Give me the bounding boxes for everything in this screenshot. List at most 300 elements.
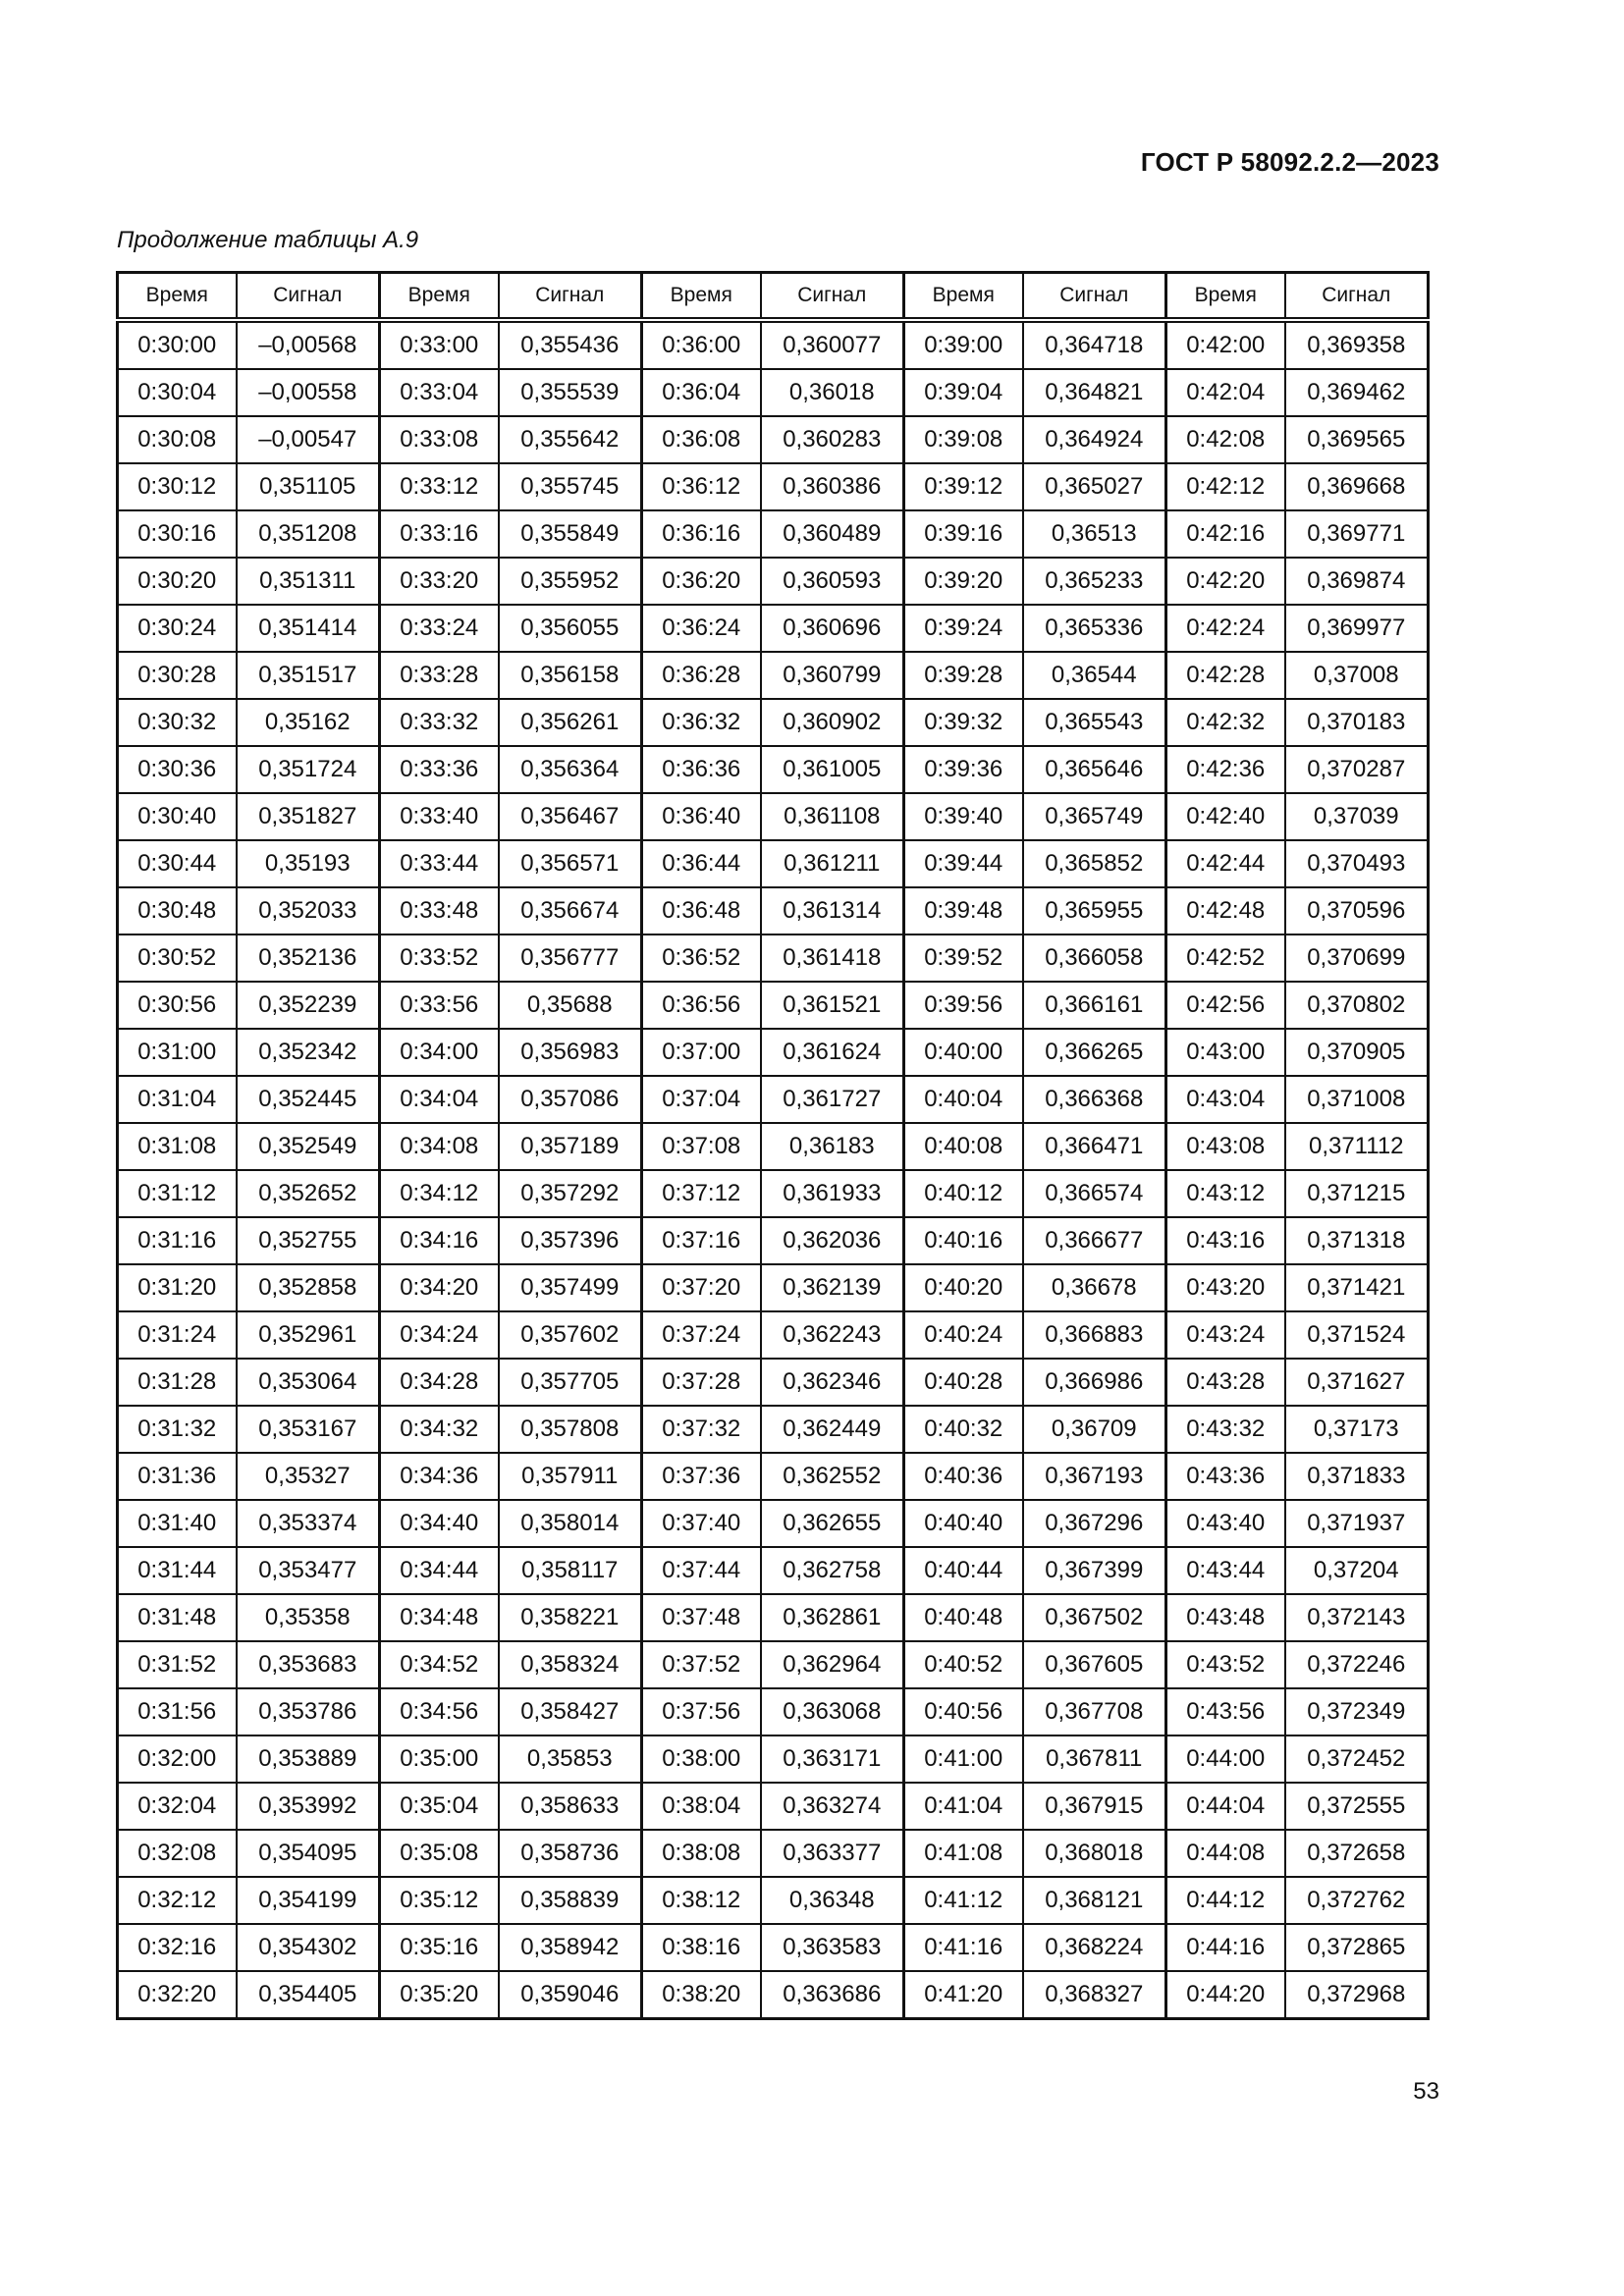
signal-cell: 0,362964 <box>761 1641 904 1688</box>
signal-cell: 0,369565 <box>1285 416 1429 463</box>
time-cell: 0:37:24 <box>642 1311 761 1359</box>
table-row <box>118 652 1429 699</box>
table-header-row <box>118 273 1429 321</box>
time-cell: 0:33:36 <box>380 746 499 793</box>
signal-cell: 0,352652 <box>237 1170 380 1217</box>
time-cell: 0:37:04 <box>642 1076 761 1123</box>
time-cell: 0:34:08 <box>380 1123 499 1170</box>
time-cell: 0:43:52 <box>1166 1641 1285 1688</box>
signal-cell: 0,36348 <box>761 1877 904 1924</box>
time-cell: 0:32:00 <box>118 1735 237 1783</box>
signal-cell: 0,366677 <box>1023 1217 1166 1264</box>
signal-cell: –0,00547 <box>237 416 380 463</box>
signal-cell: 0,362243 <box>761 1311 904 1359</box>
time-cell: 0:42:08 <box>1166 416 1285 463</box>
time-cell: 0:31:32 <box>118 1406 237 1453</box>
time-cell: 0:44:16 <box>1166 1924 1285 1971</box>
time-cell: 0:33:56 <box>380 982 499 1029</box>
signal-cell: 0,356674 <box>499 887 642 934</box>
signal-cell: 0,36183 <box>761 1123 904 1170</box>
signal-cell: 0,356364 <box>499 746 642 793</box>
time-cell: 0:31:36 <box>118 1453 237 1500</box>
table-row <box>118 1924 1429 1971</box>
time-cell: 0:42:52 <box>1166 934 1285 982</box>
signal-cell: 0,362655 <box>761 1500 904 1547</box>
time-cell: 0:40:20 <box>904 1264 1023 1311</box>
time-cell: 0:39:00 <box>904 320 1023 369</box>
signal-cell: 0,355539 <box>499 369 642 416</box>
signal-cell: 0,365955 <box>1023 887 1166 934</box>
time-cell: 0:39:16 <box>904 510 1023 558</box>
time-cell: 0:43:36 <box>1166 1453 1285 1500</box>
time-cell: 0:40:28 <box>904 1359 1023 1406</box>
signal-cell: 0,354405 <box>237 1971 380 2019</box>
time-cell: 0:40:16 <box>904 1217 1023 1264</box>
time-cell: 0:33:28 <box>380 652 499 699</box>
signal-cell: –0,00558 <box>237 369 380 416</box>
time-cell: 0:34:20 <box>380 1264 499 1311</box>
table-row <box>118 887 1429 934</box>
time-cell: 0:41:08 <box>904 1830 1023 1877</box>
signal-cell: 0,357189 <box>499 1123 642 1170</box>
time-cell: 0:38:16 <box>642 1924 761 1971</box>
time-cell: 0:44:12 <box>1166 1877 1285 1924</box>
signal-cell: 0,371833 <box>1285 1453 1429 1500</box>
signal-cell: 0,36544 <box>1023 652 1166 699</box>
signal-cell: 0,364718 <box>1023 320 1166 369</box>
signal-cell: 0,371524 <box>1285 1311 1429 1359</box>
signal-cell: 0,353167 <box>237 1406 380 1453</box>
table-row <box>118 1830 1429 1877</box>
signal-cell: 0,371937 <box>1285 1500 1429 1547</box>
signal-cell: 0,353477 <box>237 1547 380 1594</box>
signal-cell: 0,372555 <box>1285 1783 1429 1830</box>
time-cell: 0:34:40 <box>380 1500 499 1547</box>
time-cell: 0:37:40 <box>642 1500 761 1547</box>
table-row <box>118 1264 1429 1311</box>
time-cell: 0:41:04 <box>904 1783 1023 1830</box>
signal-cell: 0,370183 <box>1285 699 1429 746</box>
time-cell: 0:43:12 <box>1166 1170 1285 1217</box>
signal-cell: 0,371112 <box>1285 1123 1429 1170</box>
signal-cell: 0,37204 <box>1285 1547 1429 1594</box>
signal-cell: 0,351414 <box>237 605 380 652</box>
time-cell: 0:31:16 <box>118 1217 237 1264</box>
time-cell: 0:36:12 <box>642 463 761 510</box>
time-cell: 0:34:00 <box>380 1029 499 1076</box>
signal-cell: 0,353992 <box>237 1783 380 1830</box>
signal-cell: 0,361314 <box>761 887 904 934</box>
signal-cell: 0,363274 <box>761 1783 904 1830</box>
column-header-signal: Сигнал <box>761 273 904 321</box>
signal-cell: 0,356055 <box>499 605 642 652</box>
signal-cell: 0,358117 <box>499 1547 642 1594</box>
table-row <box>118 605 1429 652</box>
time-cell: 0:42:24 <box>1166 605 1285 652</box>
signal-cell: 0,363377 <box>761 1830 904 1877</box>
table-row <box>118 1029 1429 1076</box>
time-cell: 0:43:40 <box>1166 1500 1285 1547</box>
page-number: 53 <box>1413 2078 1439 2105</box>
time-cell: 0:31:28 <box>118 1359 237 1406</box>
time-cell: 0:36:44 <box>642 840 761 887</box>
table-row <box>118 1311 1429 1359</box>
time-cell: 0:33:20 <box>380 558 499 605</box>
signal-cell: 0,361108 <box>761 793 904 840</box>
signal-cell: 0,369358 <box>1285 320 1429 369</box>
signal-cell: 0,351105 <box>237 463 380 510</box>
signal-cell: 0,361418 <box>761 934 904 982</box>
signal-cell: 0,369462 <box>1285 369 1429 416</box>
time-cell: 0:33:40 <box>380 793 499 840</box>
table-row <box>118 699 1429 746</box>
time-cell: 0:40:52 <box>904 1641 1023 1688</box>
time-cell: 0:35:12 <box>380 1877 499 1924</box>
signal-cell: 0,361005 <box>761 746 904 793</box>
signal-cell: 0,35162 <box>237 699 380 746</box>
time-cell: 0:40:48 <box>904 1594 1023 1641</box>
time-cell: 0:39:52 <box>904 934 1023 982</box>
time-cell: 0:31:12 <box>118 1170 237 1217</box>
time-cell: 0:40:24 <box>904 1311 1023 1359</box>
time-cell: 0:38:08 <box>642 1830 761 1877</box>
signal-cell: 0,365646 <box>1023 746 1166 793</box>
time-cell: 0:34:36 <box>380 1453 499 1500</box>
time-cell: 0:40:56 <box>904 1688 1023 1735</box>
time-cell: 0:37:48 <box>642 1594 761 1641</box>
time-cell: 0:36:56 <box>642 982 761 1029</box>
table-row <box>118 1359 1429 1406</box>
signal-cell: 0,36513 <box>1023 510 1166 558</box>
time-cell: 0:34:16 <box>380 1217 499 1264</box>
table-body <box>118 320 1429 2019</box>
time-cell: 0:34:32 <box>380 1406 499 1453</box>
time-cell: 0:30:36 <box>118 746 237 793</box>
time-cell: 0:37:28 <box>642 1359 761 1406</box>
time-cell: 0:40:44 <box>904 1547 1023 1594</box>
time-cell: 0:36:40 <box>642 793 761 840</box>
time-cell: 0:30:24 <box>118 605 237 652</box>
time-cell: 0:42:12 <box>1166 463 1285 510</box>
table-row <box>118 1877 1429 1924</box>
signal-cell: 0,357911 <box>499 1453 642 1500</box>
signal-cell: 0,35327 <box>237 1453 380 1500</box>
time-cell: 0:30:12 <box>118 463 237 510</box>
time-cell: 0:44:08 <box>1166 1830 1285 1877</box>
signal-cell: 0,351311 <box>237 558 380 605</box>
signal-cell: 0,370287 <box>1285 746 1429 793</box>
signal-cell: 0,366986 <box>1023 1359 1166 1406</box>
signal-cell: 0,358839 <box>499 1877 642 1924</box>
signal-cell: 0,358324 <box>499 1641 642 1688</box>
time-cell: 0:32:08 <box>118 1830 237 1877</box>
signal-cell: 0,366883 <box>1023 1311 1166 1359</box>
column-header-signal: Сигнал <box>1285 273 1429 321</box>
signal-cell: 0,370596 <box>1285 887 1429 934</box>
time-cell: 0:32:16 <box>118 1924 237 1971</box>
time-cell: 0:42:32 <box>1166 699 1285 746</box>
signal-cell: 0,362758 <box>761 1547 904 1594</box>
time-cell: 0:32:12 <box>118 1877 237 1924</box>
time-cell: 0:35:16 <box>380 1924 499 1971</box>
time-cell: 0:43:00 <box>1166 1029 1285 1076</box>
table-row <box>118 416 1429 463</box>
signal-cell: 0,363583 <box>761 1924 904 1971</box>
signal-cell: 0,369874 <box>1285 558 1429 605</box>
time-cell: 0:43:24 <box>1166 1311 1285 1359</box>
signal-cell: 0,360077 <box>761 320 904 369</box>
time-cell: 0:34:12 <box>380 1170 499 1217</box>
signal-cell: 0,371215 <box>1285 1170 1429 1217</box>
signal-cell: 0,371627 <box>1285 1359 1429 1406</box>
time-cell: 0:42:40 <box>1166 793 1285 840</box>
table-row <box>118 510 1429 558</box>
time-cell: 0:43:32 <box>1166 1406 1285 1453</box>
time-cell: 0:37:56 <box>642 1688 761 1735</box>
signal-cell: 0,365852 <box>1023 840 1166 887</box>
signal-cell: 0,367399 <box>1023 1547 1166 1594</box>
column-header-signal: Сигнал <box>499 273 642 321</box>
signal-cell: 0,360283 <box>761 416 904 463</box>
signal-cell: 0,370802 <box>1285 982 1429 1029</box>
time-cell: 0:35:00 <box>380 1735 499 1783</box>
signal-cell: 0,35688 <box>499 982 642 1029</box>
time-cell: 0:33:32 <box>380 699 499 746</box>
time-cell: 0:34:24 <box>380 1311 499 1359</box>
time-cell: 0:39:12 <box>904 463 1023 510</box>
time-cell: 0:39:32 <box>904 699 1023 746</box>
time-cell: 0:42:16 <box>1166 510 1285 558</box>
time-cell: 0:34:28 <box>380 1359 499 1406</box>
time-cell: 0:39:48 <box>904 887 1023 934</box>
time-cell: 0:39:24 <box>904 605 1023 652</box>
time-cell: 0:36:28 <box>642 652 761 699</box>
signal-cell: 0,366471 <box>1023 1123 1166 1170</box>
time-cell: 0:40:00 <box>904 1029 1023 1076</box>
time-cell: 0:34:52 <box>380 1641 499 1688</box>
signal-cell: 0,357602 <box>499 1311 642 1359</box>
time-cell: 0:30:16 <box>118 510 237 558</box>
signal-cell: 0,365233 <box>1023 558 1166 605</box>
signal-cell: 0,362346 <box>761 1359 904 1406</box>
signal-cell: 0,368121 <box>1023 1877 1166 1924</box>
signal-cell: 0,356571 <box>499 840 642 887</box>
time-cell: 0:42:36 <box>1166 746 1285 793</box>
signal-cell: 0,368224 <box>1023 1924 1166 1971</box>
time-cell: 0:43:56 <box>1166 1688 1285 1735</box>
signal-cell: 0,355436 <box>499 320 642 369</box>
signal-cell: 0,360799 <box>761 652 904 699</box>
time-cell: 0:39:36 <box>904 746 1023 793</box>
signal-cell: 0,36018 <box>761 369 904 416</box>
time-cell: 0:31:40 <box>118 1500 237 1547</box>
table-row <box>118 558 1429 605</box>
signal-cell: 0,366265 <box>1023 1029 1166 1076</box>
signal-cell: 0,362861 <box>761 1594 904 1641</box>
signal-cell: 0,356261 <box>499 699 642 746</box>
signal-cell: –0,00568 <box>237 320 380 369</box>
signal-cell: 0,36709 <box>1023 1406 1166 1453</box>
signal-cell: 0,357499 <box>499 1264 642 1311</box>
signal-cell: 0,36678 <box>1023 1264 1166 1311</box>
table-row <box>118 934 1429 982</box>
time-cell: 0:30:32 <box>118 699 237 746</box>
table-row <box>118 1641 1429 1688</box>
time-cell: 0:44:20 <box>1166 1971 1285 2019</box>
time-cell: 0:43:44 <box>1166 1547 1285 1594</box>
signal-cell: 0,362139 <box>761 1264 904 1311</box>
time-cell: 0:35:20 <box>380 1971 499 2019</box>
signal-cell: 0,361624 <box>761 1029 904 1076</box>
column-header-time: Время <box>642 273 761 321</box>
table-row <box>118 463 1429 510</box>
time-cell: 0:39:44 <box>904 840 1023 887</box>
signal-cell: 0,358221 <box>499 1594 642 1641</box>
table-row <box>118 1453 1429 1500</box>
time-cell: 0:36:04 <box>642 369 761 416</box>
signal-cell: 0,361933 <box>761 1170 904 1217</box>
time-cell: 0:34:48 <box>380 1594 499 1641</box>
signal-cell: 0,37008 <box>1285 652 1429 699</box>
time-cell: 0:43:08 <box>1166 1123 1285 1170</box>
signal-cell: 0,352961 <box>237 1311 380 1359</box>
signal-cell: 0,366368 <box>1023 1076 1166 1123</box>
signal-cell: 0,370699 <box>1285 934 1429 982</box>
time-cell: 0:43:20 <box>1166 1264 1285 1311</box>
column-header-time: Время <box>1166 273 1285 321</box>
time-cell: 0:30:56 <box>118 982 237 1029</box>
time-cell: 0:41:12 <box>904 1877 1023 1924</box>
time-cell: 0:44:00 <box>1166 1735 1285 1783</box>
signal-cell: 0,352239 <box>237 982 380 1029</box>
time-cell: 0:40:04 <box>904 1076 1023 1123</box>
signal-cell: 0,355952 <box>499 558 642 605</box>
signal-cell: 0,361727 <box>761 1076 904 1123</box>
table-row <box>118 982 1429 1029</box>
signal-cell: 0,355642 <box>499 416 642 463</box>
signal-cell: 0,369668 <box>1285 463 1429 510</box>
table-row <box>118 1170 1429 1217</box>
time-cell: 0:39:28 <box>904 652 1023 699</box>
table-row <box>118 793 1429 840</box>
signal-cell: 0,365749 <box>1023 793 1166 840</box>
time-cell: 0:32:20 <box>118 1971 237 2019</box>
time-cell: 0:43:04 <box>1166 1076 1285 1123</box>
table-row <box>118 1076 1429 1123</box>
table-row <box>118 746 1429 793</box>
signal-cell: 0,360386 <box>761 463 904 510</box>
signal-cell: 0,353683 <box>237 1641 380 1688</box>
signal-cell: 0,356983 <box>499 1029 642 1076</box>
signal-cell: 0,351208 <box>237 510 380 558</box>
signal-cell: 0,371421 <box>1285 1264 1429 1311</box>
signal-cell: 0,371008 <box>1285 1076 1429 1123</box>
signal-cell: 0,360593 <box>761 558 904 605</box>
time-cell: 0:36:52 <box>642 934 761 982</box>
time-cell: 0:40:32 <box>904 1406 1023 1453</box>
time-cell: 0:43:16 <box>1166 1217 1285 1264</box>
time-cell: 0:43:28 <box>1166 1359 1285 1406</box>
time-cell: 0:30:40 <box>118 793 237 840</box>
time-cell: 0:36:00 <box>642 320 761 369</box>
signal-cell: 0,35193 <box>237 840 380 887</box>
time-cell: 0:42:56 <box>1166 982 1285 1029</box>
signal-cell: 0,352033 <box>237 887 380 934</box>
time-cell: 0:36:16 <box>642 510 761 558</box>
table-row <box>118 369 1429 416</box>
time-cell: 0:39:20 <box>904 558 1023 605</box>
signal-cell: 0,352858 <box>237 1264 380 1311</box>
table-row <box>118 840 1429 887</box>
time-cell: 0:39:08 <box>904 416 1023 463</box>
signal-cell: 0,367811 <box>1023 1735 1166 1783</box>
time-cell: 0:33:12 <box>380 463 499 510</box>
time-cell: 0:36:24 <box>642 605 761 652</box>
time-cell: 0:39:04 <box>904 369 1023 416</box>
signal-cell: 0,368018 <box>1023 1830 1166 1877</box>
time-cell: 0:31:20 <box>118 1264 237 1311</box>
column-header-signal: Сигнал <box>237 273 380 321</box>
signal-cell: 0,362036 <box>761 1217 904 1264</box>
signal-cell: 0,358736 <box>499 1830 642 1877</box>
table-row <box>118 1688 1429 1735</box>
signal-cell: 0,364821 <box>1023 369 1166 416</box>
column-header-time: Время <box>118 273 237 321</box>
time-cell: 0:33:24 <box>380 605 499 652</box>
signal-cell: 0,363686 <box>761 1971 904 2019</box>
table-row <box>118 1783 1429 1830</box>
time-cell: 0:36:48 <box>642 887 761 934</box>
time-cell: 0:37:52 <box>642 1641 761 1688</box>
signal-cell: 0,366574 <box>1023 1170 1166 1217</box>
time-cell: 0:33:52 <box>380 934 499 982</box>
time-cell: 0:41:16 <box>904 1924 1023 1971</box>
time-cell: 0:39:40 <box>904 793 1023 840</box>
time-cell: 0:40:40 <box>904 1500 1023 1547</box>
signal-cell: 0,352755 <box>237 1217 380 1264</box>
signal-cell: 0,353064 <box>237 1359 380 1406</box>
signal-cell: 0,358427 <box>499 1688 642 1735</box>
signal-cell: 0,356158 <box>499 652 642 699</box>
signal-cell: 0,362552 <box>761 1453 904 1500</box>
time-cell: 0:31:24 <box>118 1311 237 1359</box>
signal-cell: 0,353786 <box>237 1688 380 1735</box>
time-cell: 0:42:20 <box>1166 558 1285 605</box>
signal-cell: 0,367915 <box>1023 1783 1166 1830</box>
table-caption: Продолжение таблицы А.9 <box>117 227 419 253</box>
signal-cell: 0,372246 <box>1285 1641 1429 1688</box>
time-cell: 0:31:44 <box>118 1547 237 1594</box>
time-cell: 0:44:04 <box>1166 1783 1285 1830</box>
time-cell: 0:30:04 <box>118 369 237 416</box>
signal-cell: 0,365543 <box>1023 699 1166 746</box>
table-row <box>118 1217 1429 1264</box>
time-cell: 0:30:44 <box>118 840 237 887</box>
time-cell: 0:31:48 <box>118 1594 237 1641</box>
column-header-time: Время <box>380 273 499 321</box>
time-cell: 0:30:00 <box>118 320 237 369</box>
signal-cell: 0,352136 <box>237 934 380 982</box>
time-cell: 0:30:08 <box>118 416 237 463</box>
time-cell: 0:40:12 <box>904 1170 1023 1217</box>
time-cell: 0:36:08 <box>642 416 761 463</box>
signal-cell: 0,352445 <box>237 1076 380 1123</box>
table-row <box>118 1735 1429 1783</box>
signal-cell: 0,355849 <box>499 510 642 558</box>
table-row <box>118 1594 1429 1641</box>
time-cell: 0:41:20 <box>904 1971 1023 2019</box>
time-cell: 0:38:20 <box>642 1971 761 2019</box>
